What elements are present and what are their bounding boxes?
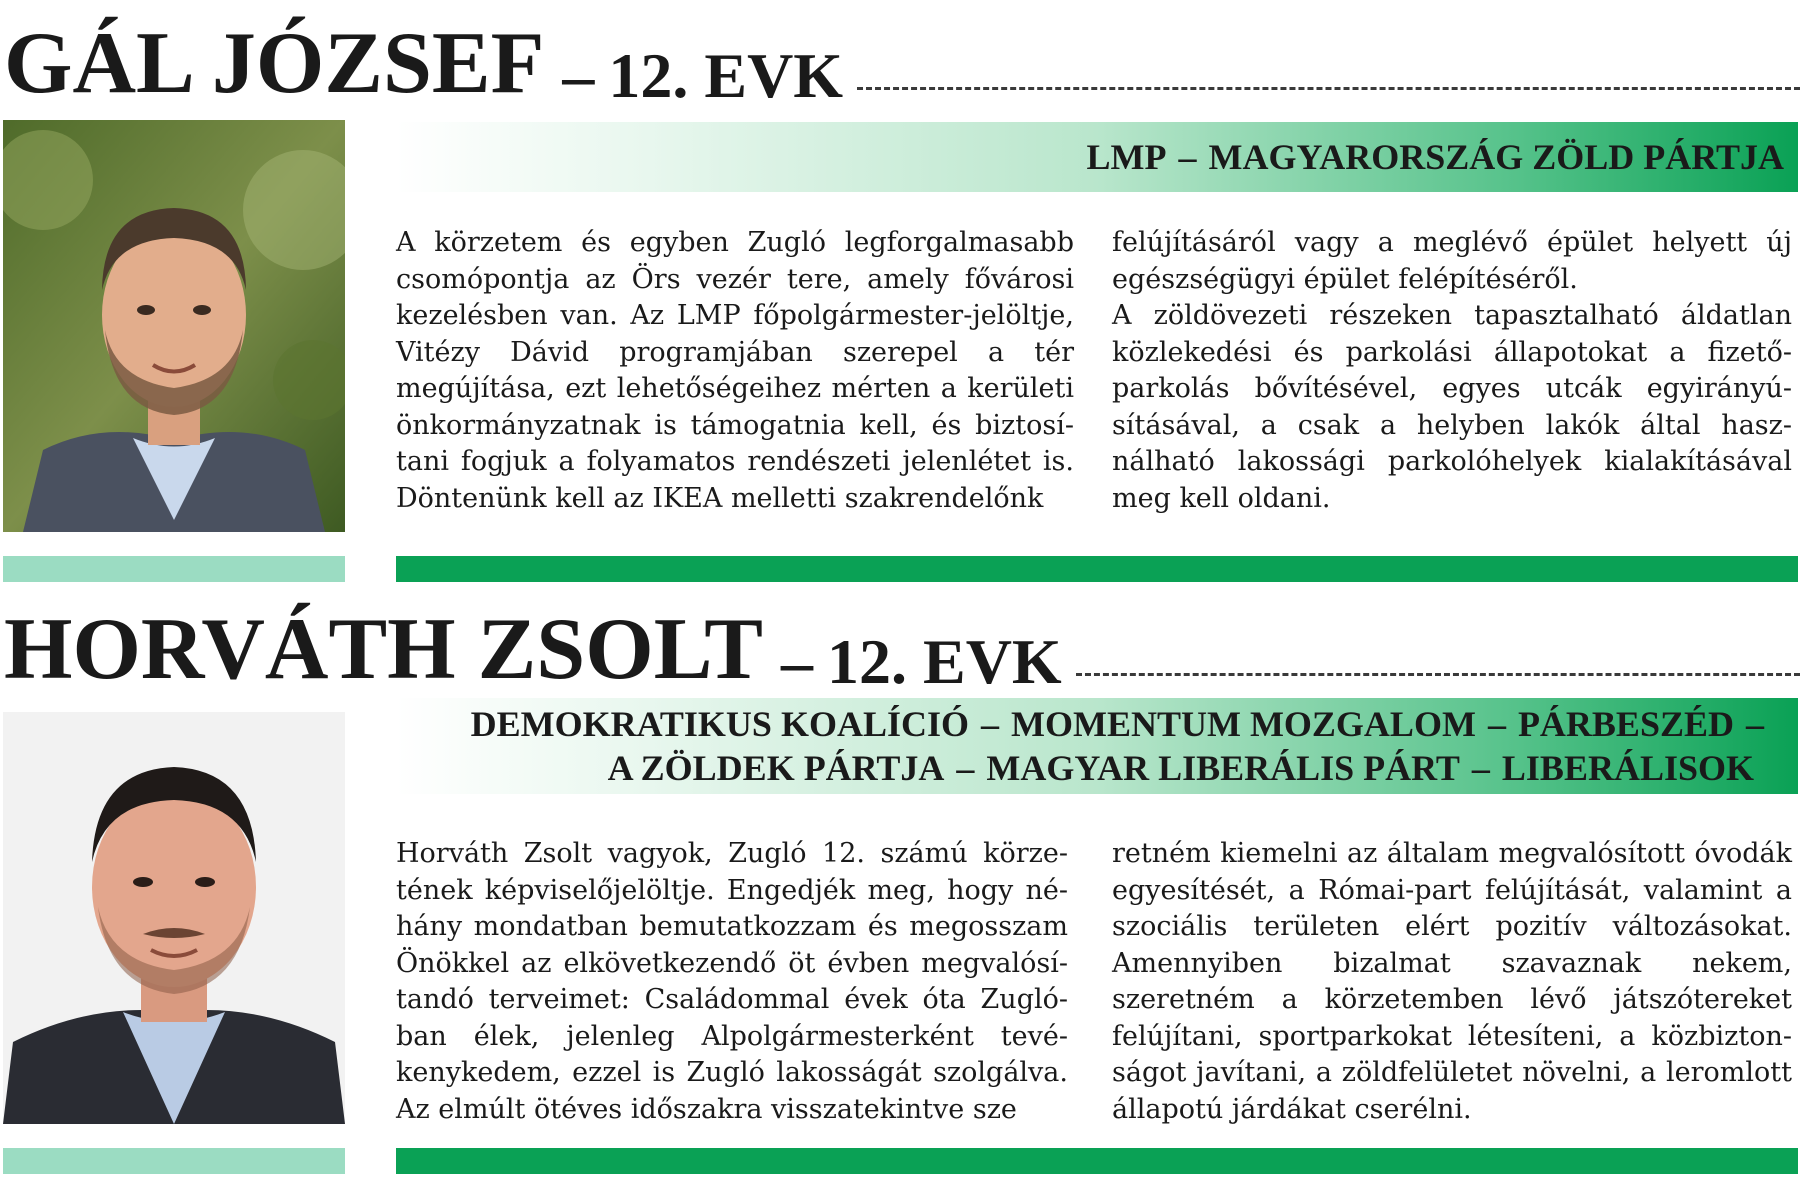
candidate-2-section-rule xyxy=(396,1148,1798,1174)
candidate-2-heading xyxy=(4,601,1800,698)
candidate-2-text-column-2: retném kiemelni az általam megvalósított óvodák egyesítését, a Római-part felújítását, valamint a szociális területen elért pozitív változásokat. Amennyiben bizalmat szavaznak nekem, szeretném a körzetemben lévő játszótereket felújítani, sportparkokat létesíteni, a közbiztonságot javítani, a zöldfelületet növelni, a leromlott állapotú járdákat cserélni. xyxy=(1112,838,1792,1125)
party-name: DEMOKRATIKUS KOALÍCIÓ xyxy=(470,704,969,744)
heading-dashed-rule xyxy=(1076,673,1800,676)
party-name: MOMENTUM MOZGALOM xyxy=(1010,704,1476,744)
party-banner-line-2 xyxy=(396,746,1776,790)
party-name: MAGYARORSZÁG ZÖLD PÁRTJA xyxy=(1208,137,1784,177)
party-name: MAGYAR LIBERÁLIS PÁRT xyxy=(986,748,1460,788)
candidate-1-party-banner xyxy=(396,122,1798,192)
candidate-1-name: GÁL JÓZSEF xyxy=(4,15,545,112)
party-name: PÁRBESZÉD xyxy=(1517,704,1734,744)
candidate-2-party-banner xyxy=(396,698,1798,794)
candidate-1-section-rule xyxy=(396,556,1798,582)
heading-separator: – xyxy=(781,626,813,697)
party-name: LMP xyxy=(1086,137,1167,177)
party-name: A ZÖLDEK PÁRTJA xyxy=(607,748,945,788)
candidate-1-photo-underline xyxy=(3,556,345,582)
candidate-1-district: 12. EVK xyxy=(608,40,844,111)
heading-dashed-rule xyxy=(857,87,1800,90)
party-name: LIBERÁLISOK xyxy=(1501,748,1754,788)
candidate-2-photo xyxy=(3,712,345,1124)
party-banner-line-1 xyxy=(396,702,1776,746)
party-separator: – xyxy=(1471,748,1490,788)
candidate-1-heading xyxy=(4,15,1800,112)
heading-separator: – xyxy=(562,40,595,111)
party-separator: – xyxy=(1746,704,1764,744)
candidate-2-district: 12. EVK xyxy=(827,626,1062,697)
candidate-2-text-column-1: Horváth Zsolt vagyok, Zugló 12. számú körzetének képviselőjelöltje. Engedjék meg, hogy néhány mondatban bemutatkozzam és megosszam Önökkel az elkövetkezendő öt évben megvalósítandó terveimet: Családommal évek óta Zuglóban élek, jelenleg Alpolgármesterként tevékenykedem, ezzel is Zugló lakosságát szolgálva. Az elmúlt ötéves időszakra visszatekintve sze xyxy=(396,838,1068,1125)
party-separator: – xyxy=(980,704,999,744)
party-separator: – xyxy=(956,748,975,788)
candidate-1-photo xyxy=(3,120,345,532)
candidate-1-text-column-2: felújításáról vagy a meglévő épület helyett új egészségügyi épület felépítéséről. A zöldövezeti részeken tapasztalható áldatlan közlekedési és parkolási állapotokat a fizetőparkolás bővítésével, egyes utcák egyirányúsításával, a csak a helyben lakók által használható lakossági parkolóhelyek kialakításával meg kell oldani. xyxy=(1112,227,1792,514)
candidate-2-photo-underline xyxy=(3,1148,345,1174)
candidate-1-text-column-1: A körzetem és egyben Zugló legforgalmasabb csomópontja az Örs vezér tere, amely fővárosi kezelésben van. Az LMP főpolgármester-jelöltje, Vitézy Dávid programjában szerepel a tér megújítása, ezt lehetőségeihez mérten a kerületi önkormányzatnak is támogatnia kell, és biztosítani fogjuk a folyamatos rendészeti jelenlétet is. Döntenünk kell az IKEA melletti szakrendelőnk xyxy=(396,227,1074,514)
party-separator: – xyxy=(1178,137,1197,177)
candidate-2-name: HORVÁTH ZSOLT xyxy=(4,601,763,698)
party-separator: – xyxy=(1487,704,1506,744)
